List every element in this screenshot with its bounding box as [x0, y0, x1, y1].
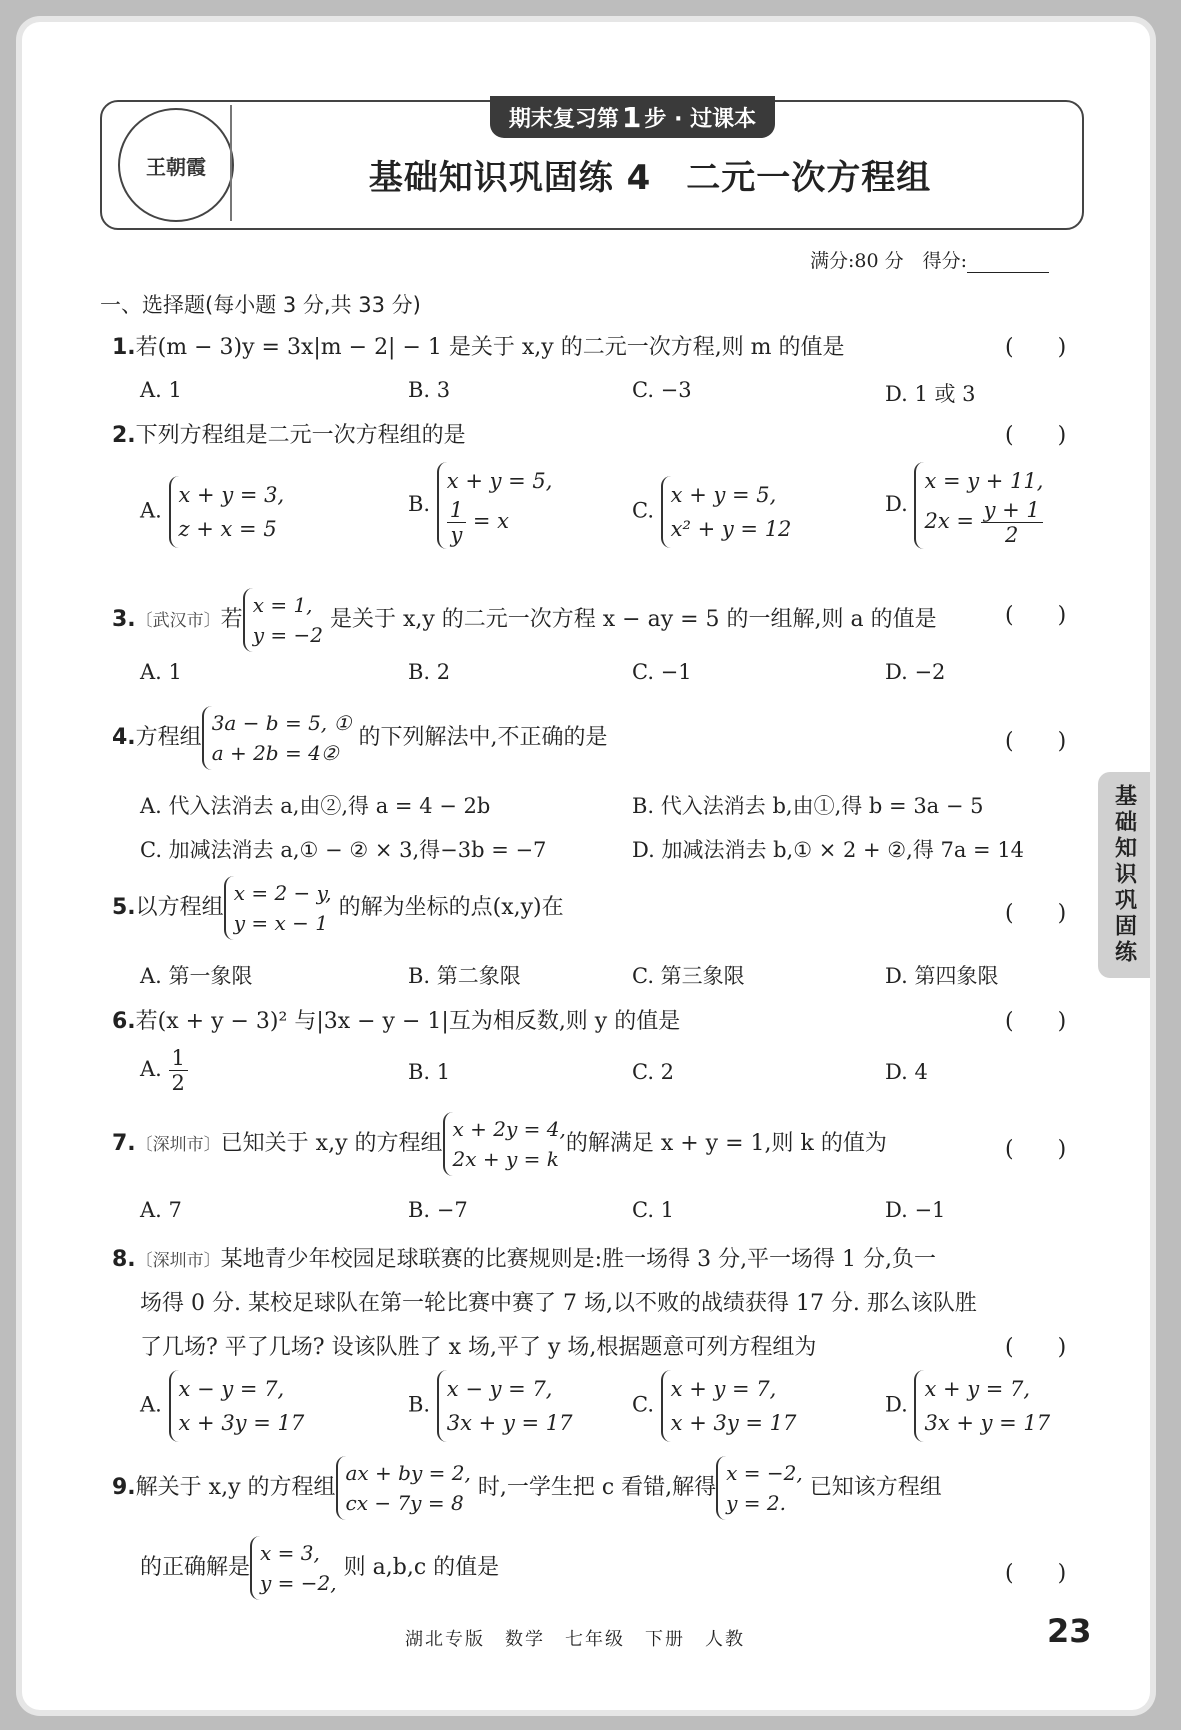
option-d[interactable]: D. x = y + 11, 2x = $\frac{y + 1}{2}$ [885, 462, 1043, 549]
answer-paren[interactable]: ( ) [1005, 729, 1067, 754]
page-number: 23 [1047, 1612, 1092, 1650]
option-b[interactable]: B. 2 [408, 660, 451, 684]
option-b[interactable]: B. x + y = 5, $\frac{1}{y}$ = x [408, 462, 552, 549]
option-c[interactable]: C. −1 [632, 660, 692, 684]
option-d[interactable]: D. 4 [885, 1060, 928, 1084]
option-d[interactable]: D. 1 或 3 [885, 382, 976, 406]
answer-paren[interactable]: ( ) [1005, 901, 1067, 926]
question-8-line-3: 了几场? 平了几场? 设该队胜了 x 场,平了 y 场,根据题意可列方程组为 [140, 1335, 817, 1360]
answer-paren[interactable]: ( ) [1005, 603, 1067, 628]
answer-paren[interactable]: ( ) [1005, 423, 1067, 448]
option-c[interactable]: C. 第三象限 [632, 964, 745, 988]
option-c[interactable]: C. −3 [632, 378, 692, 402]
question-7: 7.〔深圳市〕已知关于 x,y 的方程组x + 2y = 4, 2x + y = k的解满足 x + y = 1,则 k 的值为 [112, 1112, 887, 1176]
side-tab: 基础知识巩固练 [1098, 772, 1150, 978]
question-8-line-2: 场得 0 分. 某校足球队在第一轮比赛中赛了 7 场,以不败的战绩获得 17 分. 那么该队胜 [140, 1291, 977, 1316]
option-b[interactable]: B. 代入法消去 b,由①,得 b = 3a − 5 [632, 794, 984, 818]
answer-paren[interactable]: ( ) [1005, 1137, 1067, 1162]
answer-paren[interactable]: ( ) [1005, 1335, 1067, 1360]
question-8-line-1: 8.〔深圳市〕某地青少年校园足球联赛的比赛规则是:胜一场得 3 分,平一场得 1 分,负一 [112, 1247, 937, 1272]
option-a[interactable]: A. x + y = 3, z + x = 5 [140, 476, 284, 548]
section-heading: 一、选择题(每小题 3 分,共 33 分) [100, 293, 421, 317]
option-a[interactable]: A. 代入法消去 a,由②,得 a = 4 − 2b [140, 794, 491, 818]
question-5: 5.以方程组x = 2 − y, y = x − 1 的解为坐标的点(x,y)在 [112, 876, 564, 940]
option-d[interactable]: D. x + y = 7, 3x + y = 17 [885, 1370, 1050, 1442]
option-a[interactable]: A. 1 [140, 660, 182, 684]
option-a[interactable]: A. $\frac{1}{2}$ [140, 1046, 188, 1095]
option-a[interactable]: A. 7 [140, 1198, 182, 1222]
option-b[interactable]: B. 第二象限 [408, 964, 521, 988]
option-a[interactable]: A. x − y = 7, x + 3y = 17 [140, 1370, 304, 1442]
option-b[interactable]: B. x − y = 7, 3x + y = 17 [408, 1370, 572, 1442]
option-d[interactable]: D. 第四象限 [885, 964, 999, 988]
divider [230, 105, 232, 221]
question-9-line-2: 的正确解是x = 3, y = −2, 则 a,b,c 的值是 [140, 1536, 499, 1600]
question-3: 3.〔武汉市〕若x = 1, y = −2 是关于 x,y 的二元一次方程 x − ay = 5 的一组解,则 a 的值是 [112, 588, 937, 652]
question-6: 6.若(x + y − 3)² 与|3x − y − 1|互为相反数,则 y 的值是 [112, 1009, 681, 1034]
option-c[interactable]: C. x + y = 5, x² + y = 12 [632, 476, 791, 548]
option-b[interactable]: B. 1 [408, 1060, 451, 1084]
question-2: 2.下列方程组是二元一次方程组的是 [112, 423, 466, 448]
answer-paren[interactable]: ( ) [1005, 335, 1067, 360]
option-a[interactable]: A. 1 [140, 378, 182, 402]
option-c[interactable]: C. x + y = 7, x + 3y = 17 [632, 1370, 796, 1442]
question-9: 9.解关于 x,y 的方程组ax + by = 2, cx − 7y = 8 时,一学生把 c 看错,解得x = −2, y = 2. 已知该方程组 [112, 1456, 942, 1520]
option-a[interactable]: A. 第一象限 [140, 964, 253, 988]
option-d[interactable]: D. −1 [885, 1198, 946, 1222]
option-b[interactable]: B. −7 [408, 1198, 468, 1222]
option-d[interactable]: D. 加减法消去 b,① × 2 + ②,得 7a = 14 [632, 838, 1025, 862]
step-tag: 期末复习第 1 步 · 过课本 [490, 96, 775, 138]
option-c[interactable]: C. 2 [632, 1060, 675, 1084]
footer: 湖北专版 数学 七年级 下册 人教 [405, 1629, 745, 1650]
answer-paren[interactable]: ( ) [1005, 1561, 1067, 1586]
score-line: 满分:80 分 得分: [810, 246, 1049, 273]
page-title: 基础知识巩固练 4 二元一次方程组 [368, 158, 932, 198]
option-c[interactable]: C. 加减法消去 a,① − ② × 3,得−3b = −7 [140, 838, 547, 862]
logo: 王朝霞 [118, 108, 234, 222]
answer-paren[interactable]: ( ) [1005, 1009, 1067, 1034]
question-1: 1.若(m − 3)y = 3x|m − 2| − 1 是关于 x,y 的二元一次方程,则 m 的值是 [112, 335, 845, 360]
score-blank[interactable] [967, 254, 1049, 273]
option-d[interactable]: D. −2 [885, 660, 946, 684]
option-b[interactable]: B. 3 [408, 378, 451, 402]
question-4: 4.方程组3a − b = 5, ① a + 2b = 4② 的下列解法中,不正确的是 [112, 706, 607, 770]
option-c[interactable]: C. 1 [632, 1198, 675, 1222]
